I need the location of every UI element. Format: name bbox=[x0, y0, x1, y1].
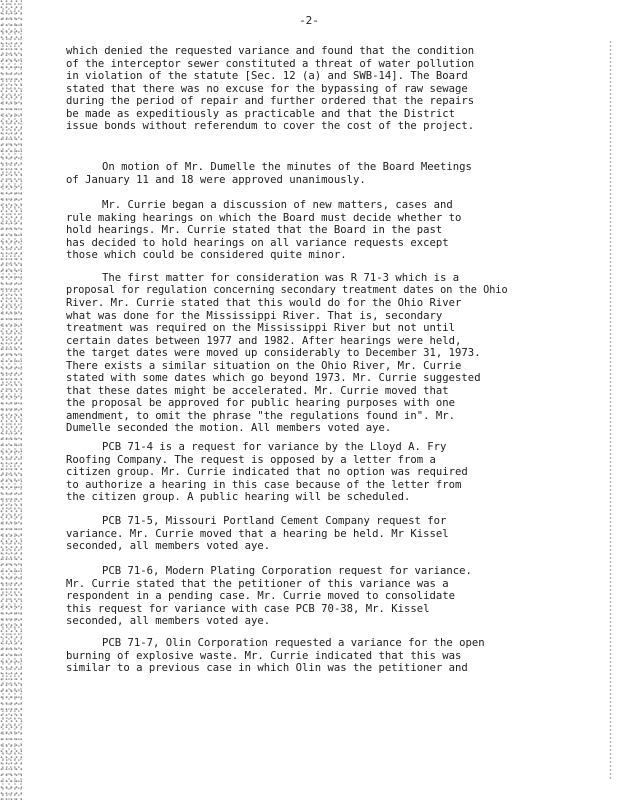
text-line: of the interceptor sewer constituted a threat of water pollution bbox=[66, 57, 475, 70]
paragraph-new-matters bbox=[66, 199, 566, 262]
text-line: PCB 71-5, Missouri Portland Cement Company request for bbox=[102, 515, 447, 527]
text-line: rule making hearings on which the Board must decide whether to bbox=[66, 211, 462, 224]
text-line: The first matter for consideration was R 71-3 which is a bbox=[102, 272, 460, 284]
text-line: in violation of the statute [Sec. 12 (a) and SWB-14]. The Board bbox=[66, 70, 468, 82]
text-line: amendment, to omit the phrase "the regulations found in". Mr. bbox=[66, 409, 456, 422]
text-line: the citizen group. A public hearing will be scheduled. bbox=[66, 491, 411, 503]
text-line: variance. Mr. Currie moved that a hearing be held. Mr Kissel bbox=[66, 527, 449, 540]
text-line: during the period of repair and further ordered that the repairs bbox=[66, 95, 475, 107]
text-line: seconded, all members voted aye. bbox=[66, 615, 271, 627]
scan-edge-right bbox=[609, 40, 612, 780]
paragraph-pcb71-6 bbox=[66, 565, 566, 628]
text-line: proposal for regulation concerning secondary treatment dates on the Ohio bbox=[66, 284, 508, 296]
paragraph-pcb71-7 bbox=[66, 637, 566, 675]
text-line: On motion of Mr. Dumelle the minutes of the Board Meetings bbox=[102, 161, 472, 173]
text-line: Mr. Currie began a discussion of new matters, cases and bbox=[102, 199, 453, 211]
paragraph-pcb71-5 bbox=[66, 515, 566, 553]
scan-edge-left bbox=[0, 0, 22, 800]
text-line: treatment was required on the Mississippi River but not until bbox=[66, 322, 456, 334]
text-line: hold hearings. Mr. Currie stated that the Board in the past bbox=[66, 224, 443, 236]
text-line: There exists a similar situation on the Ohio River, Mr. Currie bbox=[66, 359, 462, 372]
text-line: which denied the requested variance and found that the condition bbox=[66, 45, 475, 57]
text-line: respondent in a pending case. Mr. Currie moved to consolidate bbox=[66, 590, 456, 602]
paragraph-r71-3 bbox=[66, 272, 566, 435]
text-line: River. Mr. Currie stated that this would do for the Ohio River bbox=[66, 297, 462, 309]
text-line: PCB 71-7, Olin Corporation requested a variance for the open bbox=[102, 637, 485, 649]
text-line: Roofing Company. The request is opposed by a letter from a bbox=[66, 453, 436, 466]
text-line: burning of explosive waste. Mr. Currie indicated that this was bbox=[66, 649, 462, 662]
page-number: -2- bbox=[299, 14, 319, 27]
text-line: similar to a previous case in which Olin was the petitioner and bbox=[66, 662, 468, 674]
text-line: the target dates were moved up considerably to December 31, 1973. bbox=[66, 347, 481, 359]
text-line: be made as expeditiously as practicable and that the District bbox=[66, 107, 456, 120]
paragraph-minutes-approval bbox=[66, 161, 566, 186]
text-line: seconded, all members voted aye. bbox=[66, 540, 271, 552]
text-line: those which could be considered quite minor. bbox=[66, 249, 347, 261]
text-line: certain dates between 1977 and 1982. After hearings were held, bbox=[66, 334, 462, 347]
text-line: this request for variance with case PCB 70-38, Mr. Kissel bbox=[66, 602, 430, 615]
text-line: of January 11 and 18 were approved unanimously. bbox=[66, 173, 366, 186]
paragraph-pcb71-4 bbox=[66, 441, 566, 504]
text-line: what was done for the Mississippi River. That is, secondary bbox=[66, 309, 443, 322]
text-line: that these dates might be accelerated. Mr. Currie moved that bbox=[66, 384, 449, 397]
paragraph-continuation bbox=[66, 45, 566, 133]
text-line: has decided to hold hearings on all variance requests except bbox=[66, 236, 449, 249]
text-line: citizen group. Mr. Currie indicated that no option was required bbox=[66, 466, 468, 478]
text-line: the proposal be approved for public hearing purposes with one bbox=[66, 397, 456, 409]
text-line: stated with some dates which go beyond 1973. Mr. Currie suggested bbox=[66, 372, 481, 384]
text-line: PCB 71-6, Modern Plating Corporation request for variance. bbox=[102, 565, 472, 577]
text-line: to authorize a hearing in this case because of the letter from bbox=[66, 478, 462, 491]
text-line: issue bonds without referendum to cover the cost of the project. bbox=[66, 120, 475, 132]
text-line: Dumelle seconded the motion. All members voted aye. bbox=[66, 422, 392, 434]
text-line: PCB 71-4 is a request for variance by the Lloyd A. Fry bbox=[102, 441, 447, 453]
text-line: stated that there was no excuse for the bypassing of raw sewage bbox=[66, 82, 468, 95]
text-line: Mr. Currie stated that the petitioner of this variance was a bbox=[66, 577, 449, 590]
